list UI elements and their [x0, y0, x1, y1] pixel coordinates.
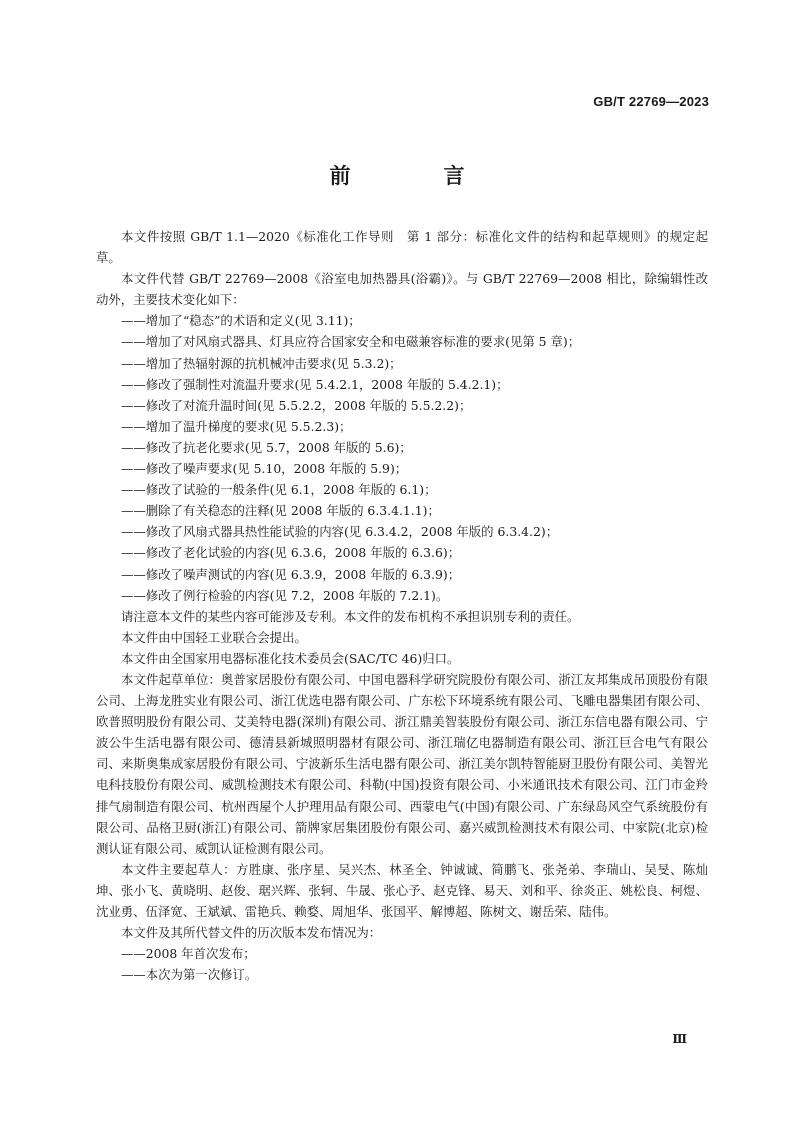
history-item: ——2008 年首次发布； — [121, 946, 256, 962]
change-item: ——修改了对流升温时间(见 5.5.2.2，2008 年版的 5.5.2.2)； — [121, 397, 472, 413]
change-item: ——修改了试验的一般条件(见 6.1，2008 年版的 6.1)； — [121, 482, 437, 498]
standard-number: GB/T 22769—2023 — [593, 94, 709, 109]
change-item: ——修改了老化试验的内容(见 6.3.6，2008 年版的 6.3.6)； — [121, 545, 461, 561]
change-item: ——修改了强制性对流温升要求(见 5.4.2.1，2008 年版的 5.4.2.1)； — [121, 376, 509, 392]
page-number: Ⅲ — [672, 1032, 687, 1046]
history-intro: 本文件及其所代替文件的历次版本发布情况为： — [121, 925, 382, 941]
change-item: ——修改了噪声要求(见 5.10，2008 年版的 5.9)； — [121, 461, 408, 477]
intro-paragraph-drafting-rules: 本文件按照 GB/T 1.1—2020《标准化工作导则 第 1 部分：标准化文件的结构和起草规则》的规定起草。 — [96, 229, 708, 266]
document-body — [96, 226, 708, 985]
change-item: ——增加了温升梯度的要求(见 5.5.2.3)； — [121, 418, 352, 434]
technical-changes-list — [96, 310, 708, 605]
drafting-units: 本文件起草单位：奥普家居股份有限公司、中国电器科学研究院股份有限公司、浙江友邦集成吊顶股份有限公司、上海龙胜实业有限公司、浙江优选电器有限公司、广东松下环境系统有限公司、飞雕电器集团有限公司、欧普照明股份有限公司、艾美特电器(深圳)有限公司、浙江鼎美智装股份有限公司、浙江东信电器有限公司、宁波公牛生活电器有限公司、德清县新城照明器材有限公司、浙江瑞亿电器制造有限公司、浙江巨合电气有限公司、来斯奥集成家居股份有限公司、宁波新乐生活电器有限公司、浙江美尔凯特智能厨卫股份有限公司、美智光电科技股份有限公司、威凯检测技术有限公司、科勒(中国)投资有限公司、小米通讯技术有限公司、江门市金羚排气扇制造有限公司、杭州西屋个人护理用品有限公司、西蒙电气(中国)有限公司、广东绿岛风空气系统股份有限公司、品格卫厨(浙江)有限公司、箭牌家居集团股份有限公司、嘉兴威凯检测技术有限公司、中家院(北京)检测认证有限公司、威凯认证检测有限公司。 — [96, 671, 708, 856]
change-item: ——增加了热辐射源的抗机械冲击要求(见 5.3.2)； — [121, 355, 402, 371]
change-item: ——增加了对风扇式器具、灯具应符合国家安全和电磁兼容标准的要求(见第 5 章)； — [121, 334, 581, 350]
main-drafters: 本文件主要起草人：方胜康、张序星、吴兴杰、林圣全、钟诚诚、简鹏飞、张尧弟、李瑞山、吴旻、陈灿坤、张小飞、黄晓明、赵俊、琚兴辉、张轲、牛晟、张心予、赵克锋、易天、刘和平、徐炎正、姚松良、柯煜、沈业勇、伍泽宽、王斌斌、雷艳兵、赖婺、周旭华、张国平、解博超、陈树文、谢岳荣、陆伟。 — [96, 861, 708, 919]
intro-paragraph-replacement: 本文件代替 GB/T 22769—2008《浴室电加热器具(浴霸)》。与 GB/T 22769—2008 相比，除编辑性改动外，主要技术变化如下： — [96, 271, 708, 308]
proposed-by: 本文件由中国轻工业联合会提出。 — [121, 629, 307, 645]
change-item: ——修改了噪声测试的内容(见 6.3.9，2008 年版的 6.3.9)； — [121, 566, 461, 582]
patent-notice: 请注意本文件的某些内容可能涉及专利。本文件的发布机构不承担识别专利的责任。 — [121, 608, 580, 624]
jurisdiction-statement: 本文件由全国家用电器标准化技术委员会(SAC/TC 46)归口。 — [121, 650, 460, 666]
change-item: ——修改了抗老化要求(见 5.7，2008 年版的 5.6)； — [121, 439, 412, 455]
change-item: ——修改了例行检验的内容(见 7.2，2008 年版的 7.2.1)。 — [121, 587, 449, 603]
page-title: 前 言 — [329, 164, 501, 188]
change-item: ——修改了风扇式器具热性能试验的内容(见 6.3.4.2，2008 年版的 6.3.4.2)； — [121, 524, 559, 540]
change-item: ——删除了有关稳态的注释(见 2008 年版的 6.3.4.1.1)； — [121, 503, 440, 519]
version-history-list — [96, 943, 708, 985]
history-item: ——本次为第一次修订。 — [121, 967, 258, 983]
change-item: ——增加了“稳态”的术语和定义(见 3.11)； — [121, 313, 361, 329]
